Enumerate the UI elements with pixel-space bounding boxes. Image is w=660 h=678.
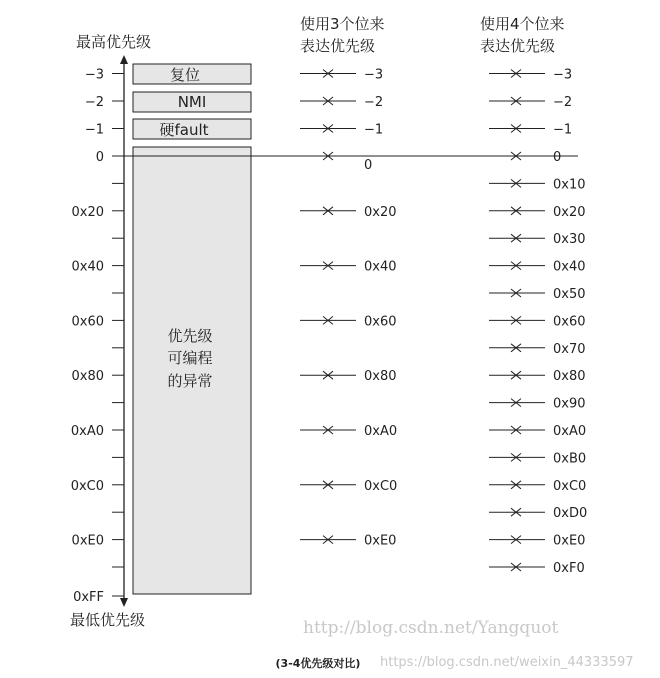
priority-value-label: 0x30 (553, 232, 586, 248)
priority-value-label: 0 (553, 150, 562, 165)
priority-value-label: 0xF0 (553, 561, 585, 576)
priority-value-label: 0xE0 (553, 533, 586, 549)
hardfault-label: 硬fault (159, 121, 209, 139)
watermark-text: http://blog.csdn.net/Yangquot (303, 618, 559, 638)
priority-value-label: 0xB0 (553, 451, 587, 467)
priority-value-label: 0xA0 (553, 424, 587, 439)
priority-value-label: 0x50 (553, 287, 586, 302)
priority-value-label: −3 (553, 67, 573, 83)
priority-value-label: 0x40 (364, 259, 397, 275)
left-axis-label: 0xC0 (70, 478, 104, 494)
left-axis-label: −3 (84, 67, 104, 83)
priority-value-label: 0 (364, 158, 373, 173)
programmable-text-line2: 可编程 (167, 349, 213, 367)
col4-title-line1: 使用4个位来 (480, 15, 565, 33)
priority-value-label: 0x60 (364, 314, 397, 330)
fixed-exception-box-nmi (133, 92, 251, 112)
left-axis-label: 0x80 (71, 369, 104, 385)
figure-caption: (3-4优先级对比) (275, 657, 361, 670)
axis-bottom-arrow (120, 598, 128, 607)
left-axis-label: 0xA0 (70, 424, 104, 439)
priority-value-label: 0x20 (553, 204, 586, 220)
priority-value-label: 0x80 (553, 369, 586, 385)
nmi-label: NMI (177, 93, 207, 111)
left-axis-label: 0x40 (71, 259, 104, 275)
left-axis-label: 0x20 (71, 204, 104, 220)
reset-label: 复位 (169, 66, 201, 84)
lowest-priority-label: 最低优先级 (70, 611, 146, 629)
priority-value-label: 0xC0 (364, 478, 398, 494)
left-axis-label: −2 (84, 95, 104, 110)
priority-value-label: 0x40 (553, 259, 586, 275)
priority-value-label: 0xD0 (553, 506, 588, 522)
priority-value-label: −2 (553, 95, 573, 110)
priority-value-label: 0x60 (553, 314, 586, 330)
col3-title-line1: 使用3个位来 (300, 15, 385, 33)
priority-value-label: 0x20 (364, 204, 397, 220)
programmable-text-line3: 的异常 (167, 372, 213, 390)
left-axis-label: 0xE0 (71, 533, 104, 549)
three-bit-priority-column (300, 68, 397, 549)
fixed-exception-box-hardfault (133, 119, 251, 139)
fixed-exception-box-reset (133, 64, 251, 84)
priority-value-label: −1 (364, 122, 384, 138)
highest-priority-label: 最高优先级 (76, 33, 152, 51)
priority-value-label: 0x90 (553, 396, 586, 412)
priority-value-label: −1 (553, 122, 573, 138)
left-axis-label: −1 (84, 122, 104, 138)
left-axis-ticks (71, 68, 124, 606)
programmable-exceptions-block (133, 147, 251, 594)
left-axis-label: 0x60 (71, 314, 104, 330)
left-axis-label: 0 (95, 150, 104, 165)
priority-value-label: 0x80 (364, 369, 397, 385)
priority-value-label: 0xA0 (364, 424, 398, 439)
priority-value-label: 0x10 (553, 177, 586, 193)
priority-value-label: −3 (364, 67, 384, 83)
col4-title-line2: 表达优先级 (480, 37, 556, 55)
watermark-url: https://blog.csdn.net/weixin_44333597 (380, 655, 634, 670)
priority-value-label: 0x70 (553, 341, 586, 357)
left-axis-label: 0xFF (73, 590, 104, 605)
priority-value-label: 0xC0 (553, 478, 587, 494)
priority-value-label: 0xE0 (364, 533, 397, 549)
priority-value-label: −2 (364, 95, 384, 110)
four-bit-priority-column (489, 68, 587, 577)
programmable-text-line1: 优先级 (167, 327, 213, 345)
col3-title-line2: 表达优先级 (300, 37, 376, 55)
axis-top-arrow (120, 55, 128, 64)
